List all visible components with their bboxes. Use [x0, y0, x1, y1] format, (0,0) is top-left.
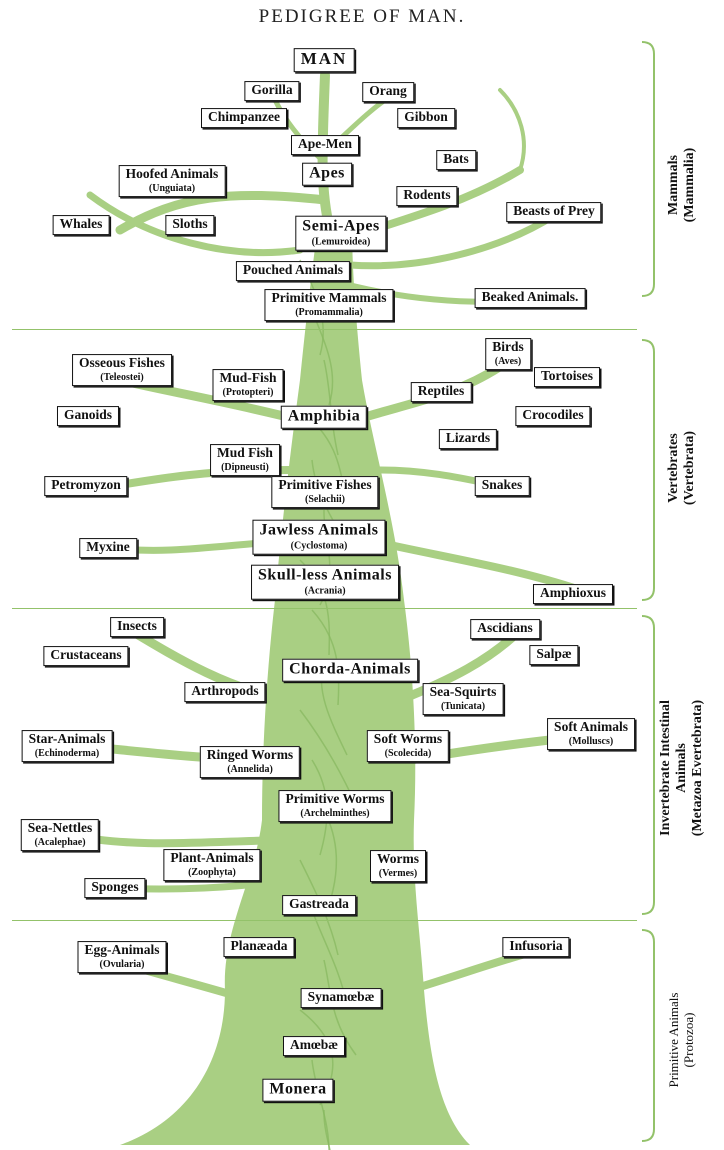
label-tortoises [534, 367, 600, 387]
label-primitive-worms [278, 790, 391, 822]
label-name: Rodents [403, 187, 451, 203]
label-name: Semi-Apes [302, 217, 380, 235]
label-crocodiles [515, 406, 590, 426]
group-vertebrates [666, 431, 698, 505]
label-name: Crocodiles [522, 407, 584, 423]
label-name: Amœbæ [289, 1037, 339, 1053]
label-name: Myxine [86, 539, 130, 555]
label-ganoids [57, 406, 119, 426]
label-name: Reptiles [417, 383, 465, 399]
label-name: Gibbon [404, 109, 448, 125]
label-name: Lizards [445, 430, 491, 446]
label-pouched-animals [236, 261, 350, 281]
label-infusoria [502, 937, 569, 957]
section-divider [12, 329, 637, 330]
label-name: Gorilla [251, 82, 293, 98]
label-egg-animals [77, 941, 166, 973]
label-subtitle: (Dipneusti) [221, 461, 269, 473]
label-sea-nettles [21, 819, 99, 851]
label-amoebae [283, 1036, 345, 1056]
section-divider [12, 608, 637, 609]
label-subtitle: (Unguiata) [148, 182, 196, 194]
group-invertebrates [658, 700, 706, 836]
label-subtitle: (Selachii) [304, 493, 345, 505]
label-subtitle: (Echinoderma) [34, 747, 100, 759]
label-insects [110, 617, 164, 637]
label-monera [262, 1079, 333, 1102]
label-rodents [396, 186, 457, 206]
group-name: Invertebrate Intestinal [657, 700, 673, 836]
label-amphibia [281, 406, 367, 429]
label-name: Soft Worms [373, 731, 443, 747]
label-name: Whales [59, 216, 103, 232]
label-primitive-mammals [264, 289, 393, 321]
label-subtitle: (Cyclostoma) [290, 540, 348, 552]
label-birds [485, 338, 531, 370]
label-name: Mud-Fish [219, 370, 277, 386]
label-subtitle: (Tunicata) [440, 700, 486, 712]
label-subtitle: (Zoophyta) [188, 866, 236, 878]
label-name: Sloths [172, 216, 208, 232]
label-name: Soft Animals [554, 719, 628, 735]
group-subtitle: (Mammalia) [682, 147, 697, 223]
label-myxine [79, 538, 137, 558]
label-name: Sponges [91, 879, 139, 895]
label-name: Amphioxus [539, 585, 607, 601]
label-subtitle: (Archelminthes) [300, 807, 370, 819]
label-chimpanzee [201, 108, 287, 128]
label-name: Infusoria [509, 938, 563, 954]
group-name: Mammals [665, 155, 681, 215]
label-gibbon [397, 108, 455, 128]
label-name: Arthropods [191, 683, 259, 699]
group-bracket [640, 338, 658, 602]
label-semi-apes [295, 216, 386, 251]
label-ape-men [291, 135, 359, 155]
label-mud-fish-dipneusti [210, 444, 280, 476]
label-subtitle: (Acalephae) [34, 836, 86, 848]
label-name: Ascidians [477, 620, 533, 636]
label-name: Beasts of Prey [513, 203, 595, 219]
label-jawless-animals [252, 520, 385, 555]
label-sloths [165, 215, 214, 235]
label-name: Sea-Nettles [27, 820, 93, 836]
label-osseous-fishes [72, 354, 172, 386]
label-name: Amphibia [287, 407, 361, 425]
label-subtitle: (Scolecida) [384, 747, 432, 759]
label-name: Chimpanzee [208, 109, 280, 125]
label-subtitle: (Molluscs) [568, 735, 614, 747]
group-protozoa [667, 993, 697, 1088]
label-name: Birds [492, 339, 524, 355]
label-salpae [529, 645, 578, 665]
label-beasts-of-prey [506, 202, 601, 222]
label-subtitle: (Aves) [494, 355, 522, 367]
label-lizards [439, 429, 497, 449]
label-subtitle: (Acrania) [304, 585, 346, 597]
label-mud-fish-protopteri [212, 369, 283, 401]
label-bats [436, 150, 476, 170]
label-name: Pouched Animals [242, 262, 344, 278]
label-name: Worms [377, 851, 419, 867]
label-subtitle: (Protopteri) [222, 386, 274, 398]
label-name: Chorda-Animals [289, 660, 411, 678]
label-plant-animals [163, 849, 260, 881]
label-name: Salpæ [536, 646, 572, 662]
label-subtitle: (Teleostei) [100, 371, 144, 383]
label-subtitle: (Lemuroidea) [311, 236, 371, 248]
label-name: Egg-Animals [84, 942, 160, 958]
label-subtitle: (Annelida) [227, 763, 273, 775]
label-name: Primitive Fishes [278, 477, 372, 493]
label-name: Planæada [230, 938, 288, 954]
section-divider [12, 920, 637, 921]
tree-trunk [120, 225, 470, 1150]
group-name: Vertebrates [665, 433, 681, 503]
label-gastreada [282, 895, 356, 915]
label-name: Apes [309, 164, 345, 182]
label-primitive-fishes [271, 476, 378, 508]
label-name: Mud Fish [217, 445, 273, 461]
label-name: Osseous Fishes [79, 355, 165, 371]
label-skull-less-animals [251, 565, 399, 600]
label-name: Bats [443, 151, 469, 167]
label-amphioxus [533, 584, 613, 604]
label-name: Snakes [481, 477, 523, 493]
label-orang [362, 82, 414, 102]
group-bracket [640, 928, 658, 1143]
label-name: Petromyzon [51, 477, 121, 493]
label-name: Crustaceans [50, 647, 122, 663]
label-name: Insects [117, 618, 157, 634]
branch [500, 90, 524, 170]
label-name: Primitive Worms [285, 791, 385, 807]
label-name: Tortoises [540, 368, 594, 384]
label-planaeada [223, 937, 294, 957]
label-soft-worms [367, 730, 449, 762]
label-crustaceans [43, 646, 128, 666]
label-star-animals [22, 730, 113, 762]
label-subtitle: (Promammalia) [295, 306, 363, 318]
label-chorda-animals [282, 659, 418, 682]
label-ascidians [470, 619, 540, 639]
label-name: MAN [300, 49, 348, 69]
branch [120, 195, 325, 230]
label-name: Plant-Animals [170, 850, 254, 866]
label-apes [302, 163, 352, 186]
label-name: Ganoids [63, 407, 113, 423]
label-name: Jawless Animals [259, 521, 379, 539]
label-synamoebae [301, 988, 382, 1008]
label-whales [53, 215, 110, 235]
label-beaked-animals [475, 288, 586, 308]
label-name: Star-Animals [28, 731, 106, 747]
label-ringed-worms [200, 746, 300, 778]
group-subtitle: (Metazoa Evertebrata) [690, 699, 706, 837]
group-subtitle: (Vertebrata) [682, 430, 697, 506]
label-name: Ringed Worms [206, 747, 294, 763]
label-worms [370, 850, 426, 882]
group-name-line2: Animals [673, 743, 689, 793]
group-name: Primitive Animals [666, 992, 682, 1088]
label-sea-squirts [423, 683, 504, 715]
label-name: Gastreada [289, 896, 349, 912]
label-name: Skull-less Animals [258, 566, 392, 584]
label-subtitle: (Vermes) [378, 867, 418, 879]
label-name: Beaked Animals. [481, 289, 579, 305]
label-subtitle: (Ovularia) [99, 958, 145, 970]
label-arthropods [184, 682, 265, 702]
label-soft-animals [547, 718, 635, 750]
group-subtitle: (Protozoa) [681, 1012, 696, 1068]
group-mammals [666, 148, 698, 223]
label-name: Monera [269, 1080, 327, 1098]
group-bracket [640, 40, 658, 298]
label-name: Hoofed Animals [125, 166, 219, 182]
label-man [294, 48, 355, 72]
page-title: PEDIGREE OF MAN. [258, 6, 466, 27]
group-bracket [640, 614, 658, 916]
label-gorilla [244, 81, 299, 101]
label-reptiles [411, 382, 472, 402]
trunk-shape [120, 225, 470, 1145]
label-name: Orang [369, 83, 407, 99]
label-name: Primitive Mammals [271, 290, 387, 306]
label-name: Sea-Squirts [429, 684, 497, 700]
label-sponges [84, 878, 145, 898]
label-snakes [475, 476, 530, 496]
label-name: Synamœbæ [307, 989, 375, 1005]
label-petromyzon [44, 476, 127, 496]
label-name: Ape-Men [298, 136, 352, 152]
label-hoofed-animals [119, 165, 226, 197]
